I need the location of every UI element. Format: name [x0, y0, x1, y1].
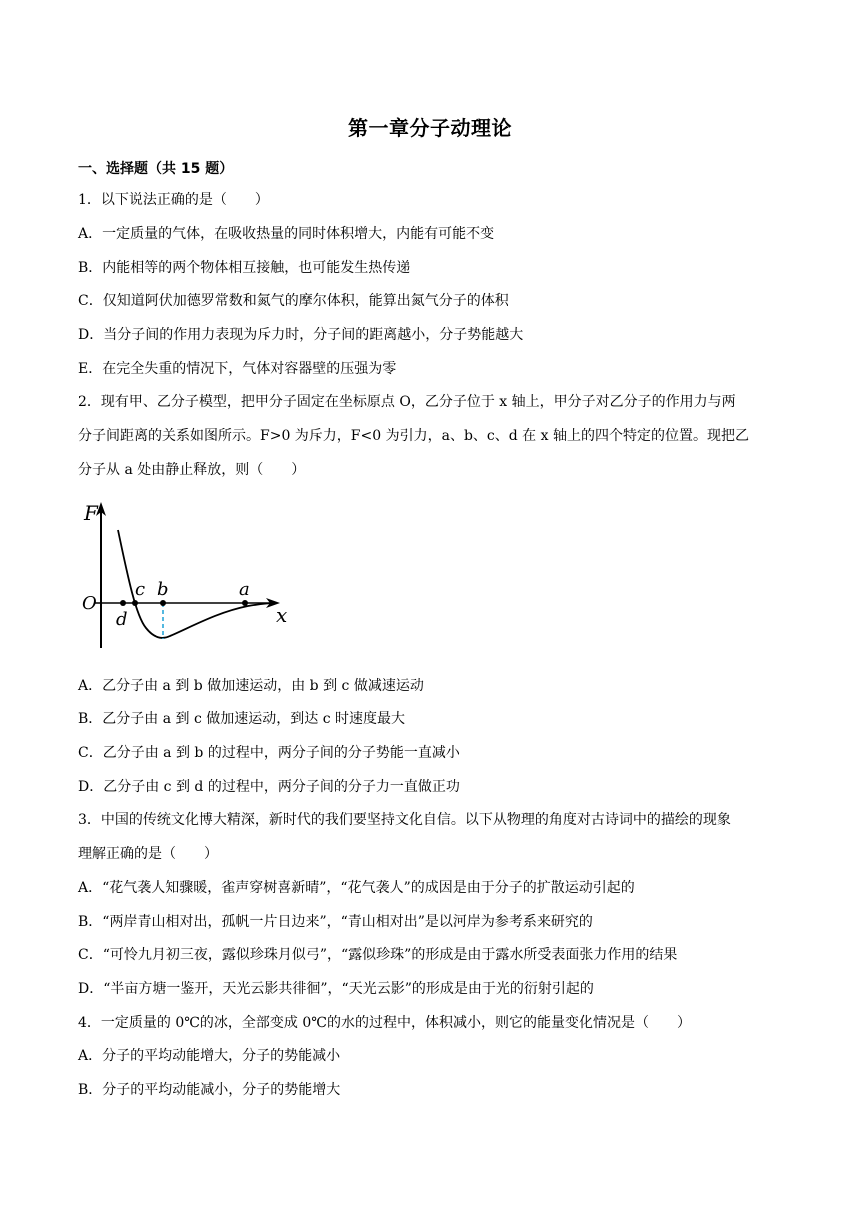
question-1-option-a: A．一定质量的气体，在吸收热量的同时体积增大，内能有可能不变: [78, 226, 495, 242]
question-3-stem-line-2: 理解正确的是（ ）: [78, 846, 218, 862]
question-1-option-d: D．当分子间的作用力表现为斥力时，分子间的距离越小，分子势能越大: [78, 327, 524, 343]
force-distance-figure: [78, 498, 298, 658]
question-1-option-e: E．在完全失重的情况下，气体对容器壁的压强为零: [78, 361, 397, 377]
label-a: a: [239, 579, 250, 600]
question-3-stem-line-1: 3．中国的传统文化博大精深，新时代的我们要坚持文化自信。以下从物理的角度对古诗词中的描绘的现象: [78, 812, 731, 828]
question-4-stem: 4．一定质量的 0℃的冰，全部变成 0℃的水的过程中，体积减小，则它的能量变化情况是（ ）: [78, 1015, 691, 1031]
question-4-option-a: A．分子的平均动能增大，分子的势能减小: [78, 1048, 341, 1064]
label-x: x: [276, 603, 288, 627]
question-3-option-b: B．“两岸青山相对出，孤帆一片日边来”，“青山相对出”是以河岸为参考系来研究的: [78, 914, 593, 930]
label-b: b: [157, 579, 169, 600]
question-3-option-a: A．“花气袭人知骤暖，雀声穿树喜新晴”，“花气袭人”的成因是由于分子的扩散运动引起的: [78, 880, 635, 896]
question-3-option-d: D．“半亩方塘一鉴开，天光云影共徘徊”，“天光云影”的形成是由于光的衍射引起的: [78, 981, 594, 997]
question-1-option-b: B．内能相等的两个物体相互接触，也可能发生热传递: [78, 260, 411, 276]
question-4-option-b: B．分子的平均动能减小，分子的势能增大: [78, 1082, 341, 1098]
question-3-option-c: C．“可怜九月初三夜，露似珍珠月似弓”，“露似珍珠”的形成是由于露水所受表面张力作用的结果: [78, 947, 678, 963]
point-c: [132, 600, 138, 606]
question-2-option-b: B．乙分子由 a 到 c 做加速运动，到达 c 时速度最大: [78, 711, 406, 727]
question-2-stem-line-2: 分子间距离的关系如图所示。F>0 为斥力，F<0 为引力，a、b、c、d 在 x 轴上的四个特定的位置。现把乙: [78, 428, 749, 444]
question-2-stem-line-1: 2．现有甲、乙分子模型，把甲分子固定在坐标原点 O，乙分子位于 x 轴上，甲分子对乙分子的作用力与两: [78, 394, 736, 410]
question-2-option-d: D．乙分子由 c 到 d 的过程中，两分子间的分子力一直做正功: [78, 779, 460, 795]
page-title: 第一章分子动理论: [348, 116, 512, 140]
question-2-stem-line-3: 分子从 a 处由静止释放，则（ ）: [78, 462, 306, 478]
question-2-option-a: A．乙分子由 a 到 b 做加速运动，由 b 到 c 做减速运动: [78, 678, 424, 694]
point-a: [242, 600, 248, 606]
label-o: O: [82, 593, 97, 614]
question-1-option-c: C．仅知道阿伏加德罗常数和氮气的摩尔体积，能算出氮气分子的体积: [78, 293, 509, 309]
point-d: [120, 600, 126, 606]
question-1-stem: 1．以下说法正确的是（ ）: [78, 192, 269, 208]
label-d: d: [116, 609, 128, 630]
label-c: c: [135, 579, 146, 600]
section-heading: 一、选择题（共 15 题）: [78, 161, 234, 177]
label-f: F: [84, 501, 98, 525]
question-2-option-c: C．乙分子由 a 到 b 的过程中，两分子间的分子势能一直减小: [78, 745, 460, 761]
point-b: [160, 600, 166, 606]
